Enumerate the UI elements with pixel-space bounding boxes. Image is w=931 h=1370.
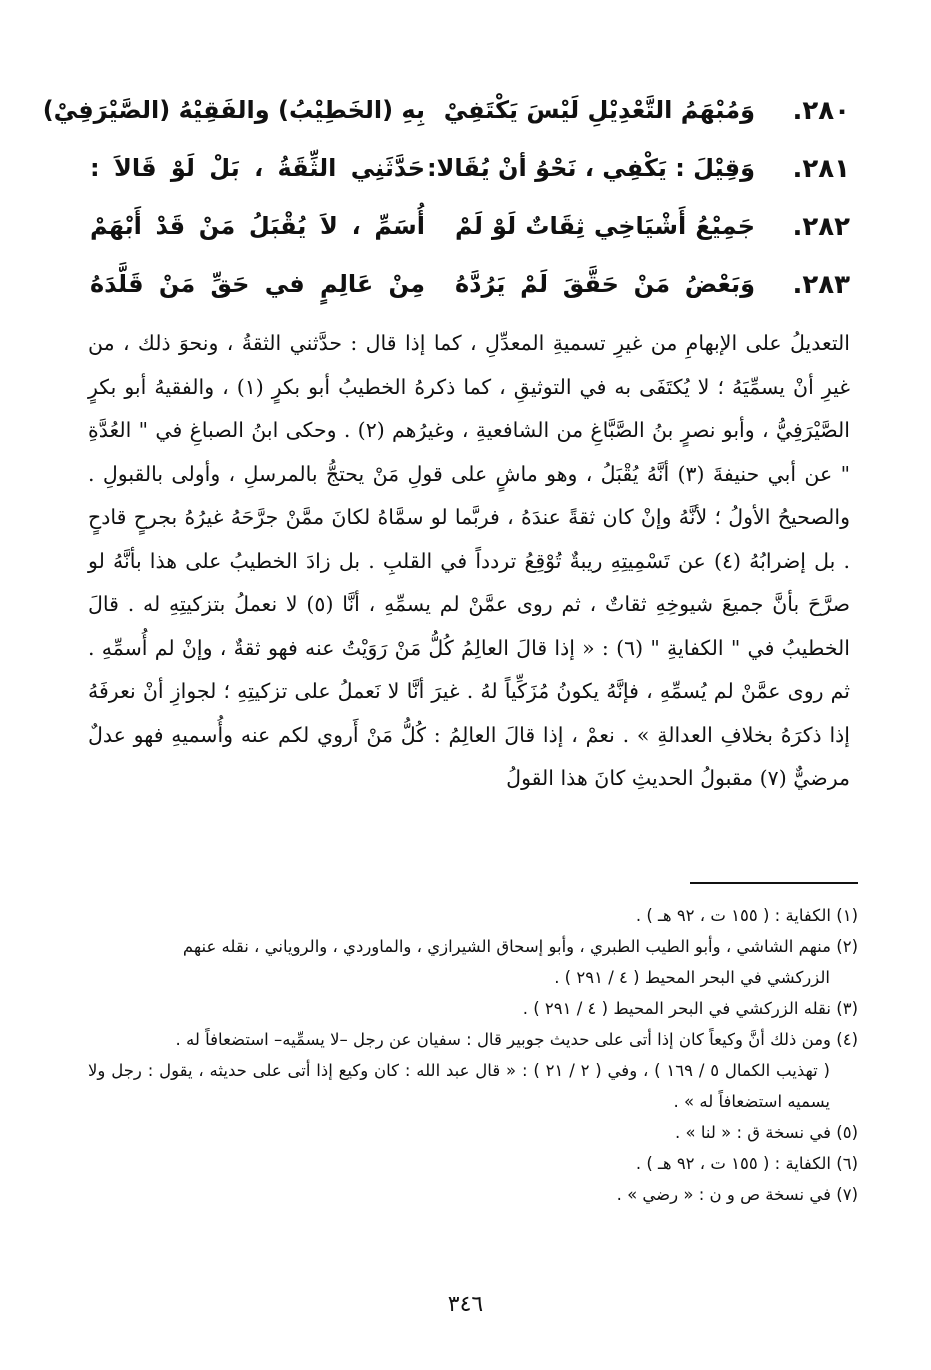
footnote: (٢) منهم الشاشي ، وأبو الطيب الطبري ، وأبو إسحاق الشيرازي ، والماوردي ، والروياني ، نقله عنهم: [182, 937, 858, 956]
verse-line: [90, 208, 850, 266]
verse-number: ٢٨٢.: [792, 212, 850, 242]
verse-second-hemistich: أُسَمِّ ، لاَ يُقْبَلُ مَنْ قَدْ أَبْهَمْ: [90, 212, 425, 240]
footnote-continuation: ( تهذيب الكمال ٥ / ١٦٩ ) ، وفي ( ٢ / ٢١ ) : « قال عبد الله : كان وكيع إذا أتى على حديثه ، يقول : رجل ولا يسميه استضعافاً له » .: [88, 1061, 830, 1111]
footnote: (٤) ومن ذلك أنَّ وكيعاً كان إذا أتى على حديث جوبير قال : سفيان عن رجل –لا يسمِّيه– استضعافاً له .: [175, 1030, 858, 1049]
verse-second-hemistich: مِنْ عَالِمٍ في حَقِّ مَنْ قَلَّدَهُ: [90, 270, 425, 298]
verse-first-hemistich: وَبَعْضُ مَنْ حَقَّقَ لَمْ يَرُدَّهُ: [455, 270, 755, 298]
verse-second-hemistich: بِهِ (الخَطِيْبُ) والفَقِيْهُ (الصَّيْرَفِيْ): [42, 96, 425, 124]
footnote-separator: [690, 882, 858, 884]
commentary-paragraph: التعديلُ على الإبهامِ من غيرِ تسميةِ المعدِّلِ ، كما إذا قال : حدَّثني الثقةُ ، ونحوَ ذلك ، من غيرِ أنْ يسمِّيَهُ ؛ لا يُكتَفَى به في التوثيقِ ، كما ذكرهُ الخطيبُ أبو بكرٍ (١) ، والفقيهُ أبو بكرٍ الصَّيْرَفِيُّ ، وأبو نصرٍ بنُ الصَّبَّاغِ من الشافعيةِ ، وغيرُهم (٢) . وحكى ابنُ الصباغِ في " العُدَّةِ " عن أبي حنيفةَ (٣) أنَّهُ يُقْبَلُ ، وهو ماشٍ على قولِ مَنْ يحتجُّ بالمرسلِ ، وأولى بالقبولِ . والصحيحُ الأولُ ؛ لأنَّهُ وإنْ كان ثقةً عندَهُ ، فربَّما لو سمَّاهُ لكانَ ممَّنْ جرَّحَهُ غيرُهُ بجرحٍ قادحٍ . بل إضرابُهُ (٤) عن تَسْمِيتِهِ ريبةٌ تُوْقِعُ تردداً في القلبِ . بل زادَ الخطيبُ على هذا بأنَّهُ لو صرَّحَ بأنَّ جميعَ شيوخِهِ ثقاتٌ ، ثم روى عمَّنْ لم يسمِّهِ ، أنَّا (٥) لا نعملُ بتزكيتِهِ له . قالَ الخطيبُ في " الكفايةِ " (٦) : « إذا قالَ العالِمُ كُلُّ مَنْ رَوَيْتُ عنه فهو ثقةٌ ، وإنْ لم أُسمِّهِ . ثم روى عمَّنْ لم يُسمِّهِ ، فإنَّهُ يكونُ مُزَكِّياً لهُ . غيرَ أنَّا لا نَعملُ على تزكيتِهِ ؛ لجوازِ أنْ نعرفَهُ إذا ذكرَهُ بخلافِ العدالةِ » . نعمْ ، إذا قالَ العالِمُ : كُلُّ مَنْ أَروي لكم عنه وأُسميهِ فهو عدلٌ مرضيٌّ (٧) مقبولُ الحديثِ كانَ هذا القولُ: [88, 331, 850, 790]
footnote: (١) الكفاية : ( ١٥٥ ت ، ٩٢ هـ ) .: [635, 906, 858, 925]
verse-first-hemistich: وَقِيْلَ : يَكْفِي ، نَحْوُ أنْ يُقَالا:: [426, 154, 755, 182]
footnote: (٦) الكفاية : ( ١٥٥ ت ، ٩٢ هـ ) .: [635, 1154, 858, 1173]
page-number: ٣٤٦: [447, 1292, 484, 1317]
verse-line: [42, 92, 850, 150]
footnote-continuation: الزركشي في البحر المحيط ( ٤ / ٢٩١ ) .: [554, 968, 830, 987]
verse-number: ٢٨٣.: [792, 270, 850, 300]
verse-block: [42, 92, 850, 324]
verse-line: [90, 150, 850, 208]
verse-line: [90, 266, 850, 324]
verse-second-hemistich: حَدَّثَنِي الثِّقَةُ ، بَلْ لَوْ قَالاَ :: [90, 154, 425, 182]
verse-first-hemistich: جَمِيْعُ أَشْيَاخِي ثِقَاتٌ لَوْ لَمْ: [455, 212, 755, 240]
verse-number: ٢٨١.: [792, 154, 850, 184]
verse-first-hemistich: وَمُبْهَمُ التَّعْدِيْلِ لَيْسَ يَكْتَفِيْ: [443, 96, 755, 124]
footnotes: [88, 900, 858, 1210]
footnote: (٥) في نسخة ق : « لنا » .: [675, 1123, 858, 1142]
commentary-text: [88, 322, 850, 801]
verse-number: ٢٨٠.: [792, 96, 850, 126]
footnote: (٣) نقله الزركشي في البحر المحيط ( ٤ / ٢٩١ ) .: [522, 999, 858, 1018]
footnote: (٧) في نسخة ص و ن : « رضي » .: [616, 1185, 858, 1204]
